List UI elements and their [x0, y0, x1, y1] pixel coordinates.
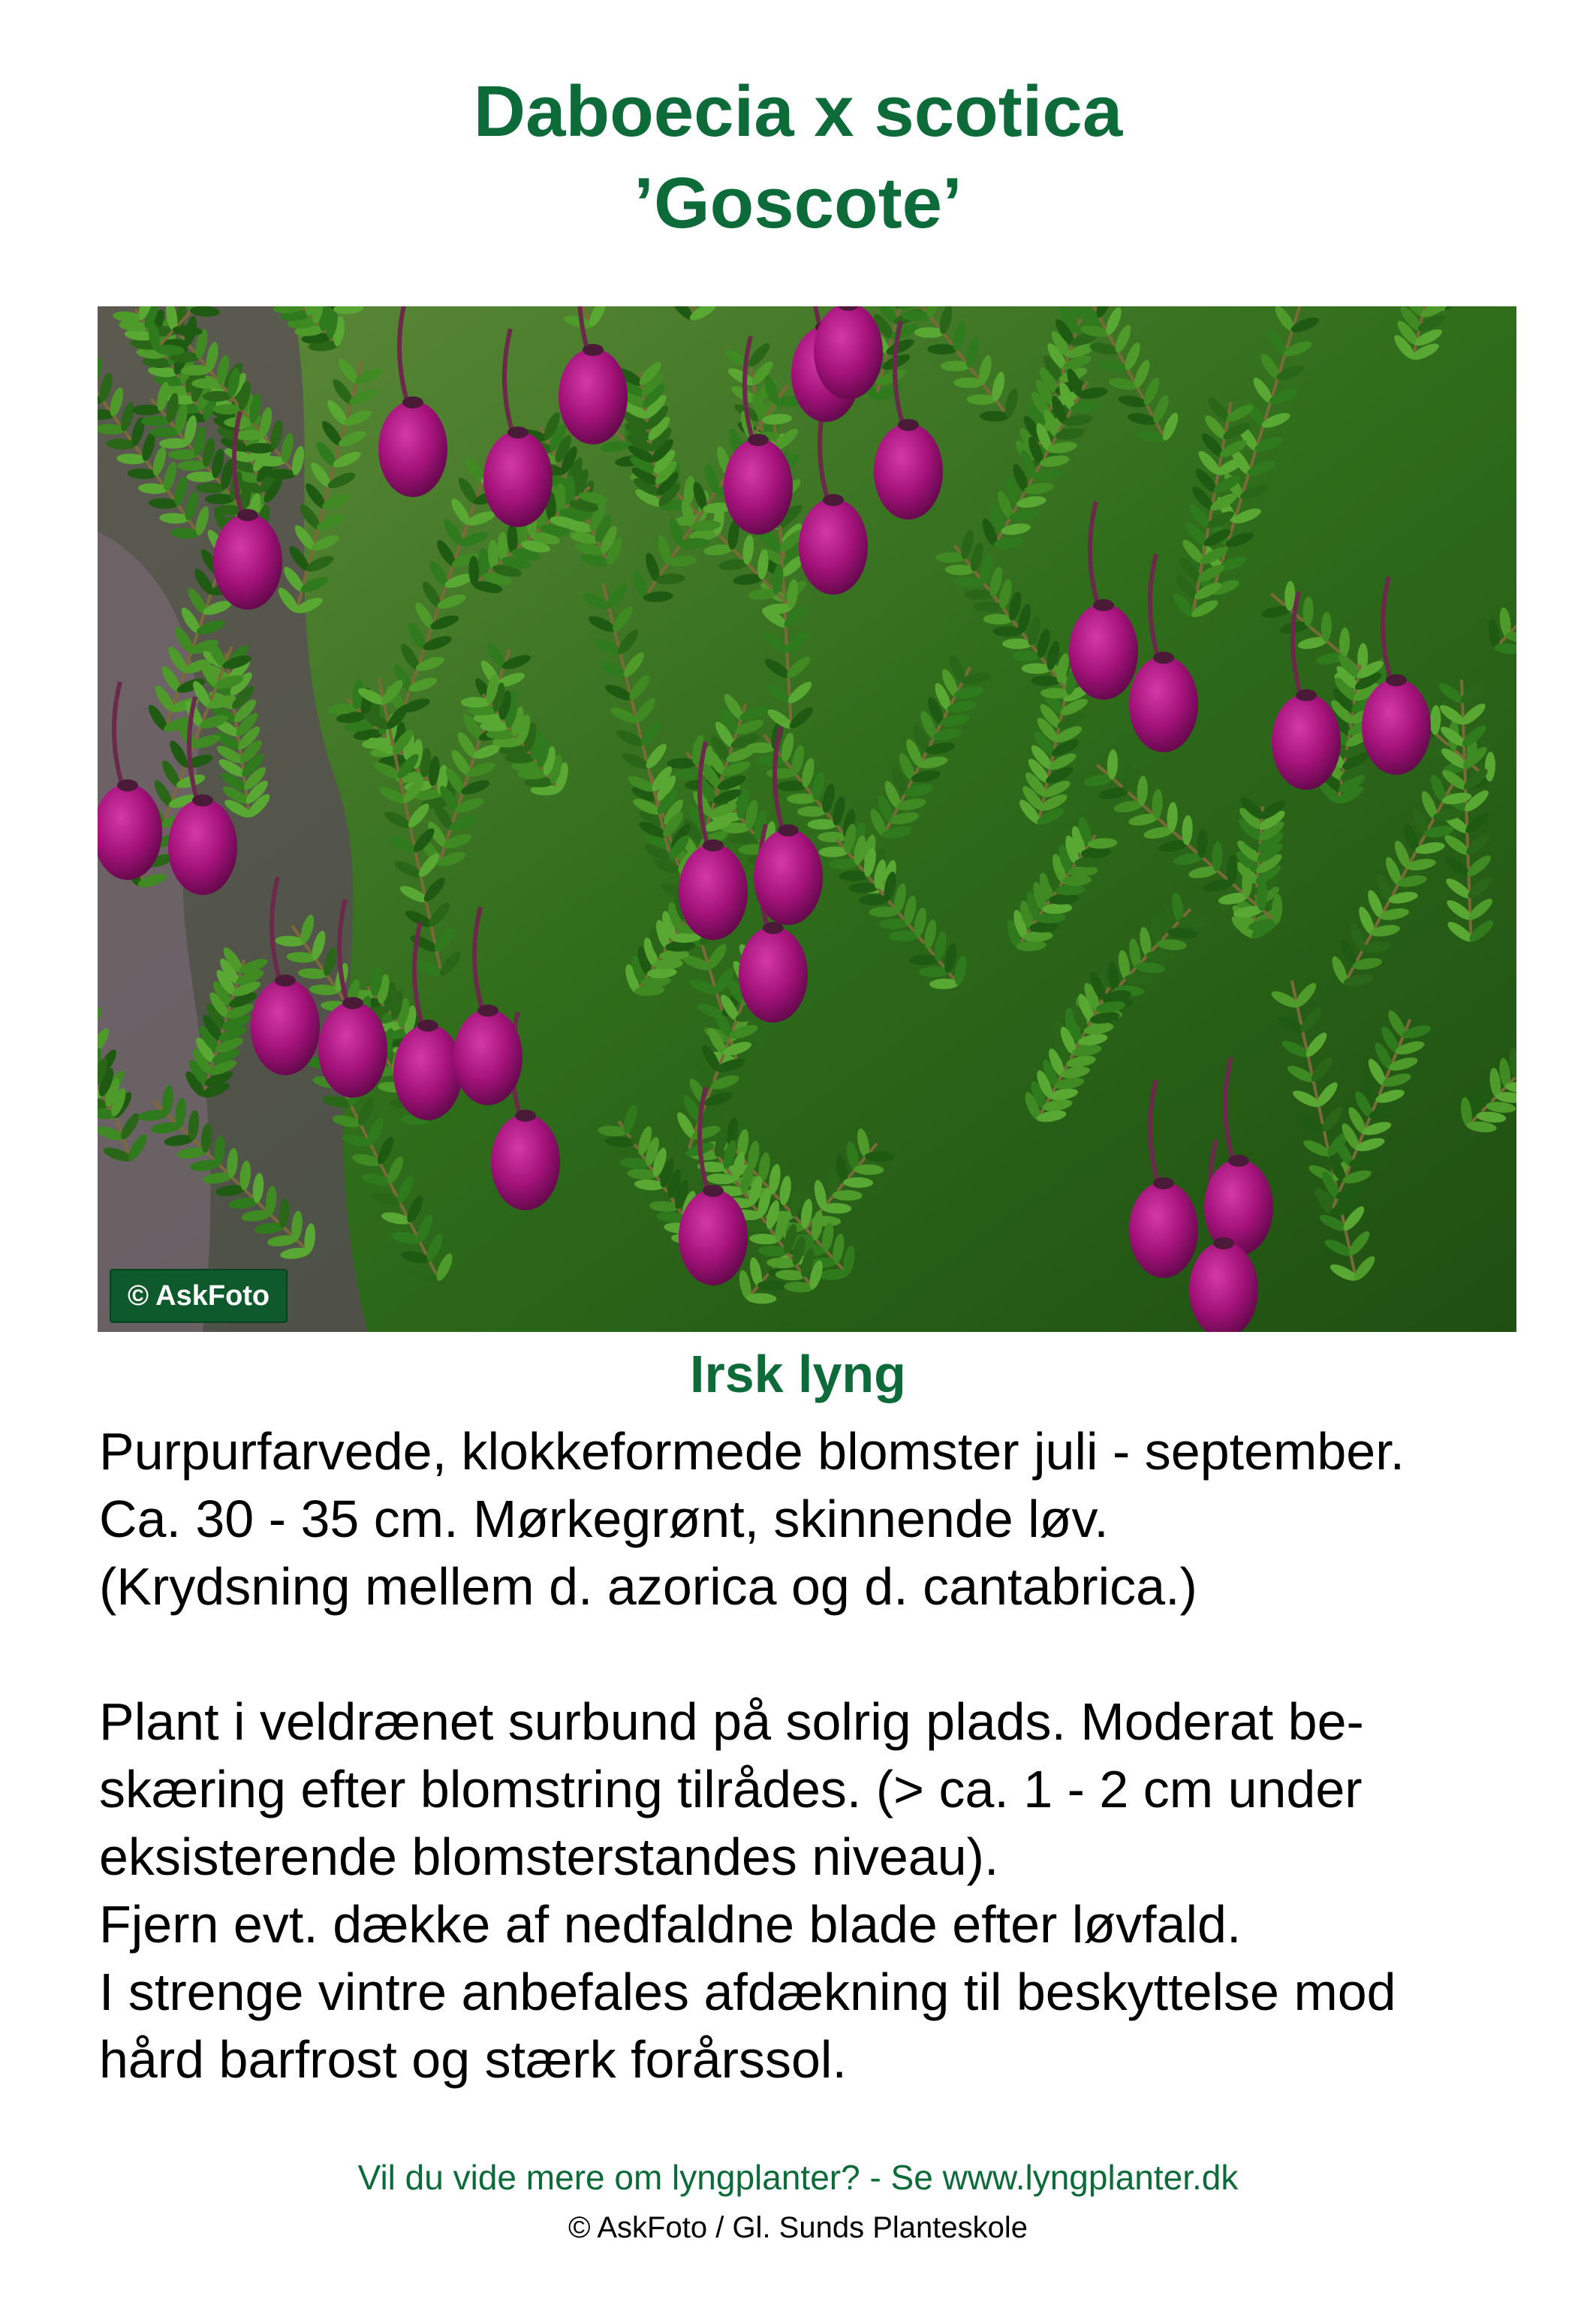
- paragraph-spacer: [99, 1620, 1525, 1688]
- flower-bell: [318, 1002, 387, 1098]
- care-line: Plant i veldrænet surbund på solrig plads. Moderat be-: [99, 1692, 1364, 1751]
- care-line: skæring efter blomstring tilrådes. (> ca. 1 - 2 cm under: [99, 1760, 1363, 1818]
- flower-bell: [1129, 656, 1198, 752]
- flower-bell: [1129, 1182, 1198, 1278]
- page-title: [0, 66, 1596, 249]
- title-line-cultivar: ’Goscote’: [634, 163, 962, 243]
- description-line: Ca. 30 - 35 cm. Mørkegrønt, skinnende løv.: [99, 1490, 1109, 1548]
- flower-bell: [393, 1024, 462, 1120]
- common-name: Irsk lyng: [690, 1345, 906, 1403]
- flower-bell: [168, 799, 237, 895]
- care-line: Fjern evt. dække af nedfaldne blade efter løvfald.: [99, 1895, 1242, 1954]
- flower-bell: [1069, 604, 1138, 700]
- plant-photo: [98, 306, 1516, 1332]
- flower-bell: [453, 1009, 522, 1105]
- care-line: hård barfrost og stærk forårssol.: [99, 2030, 847, 2089]
- flower-bell: [483, 431, 553, 527]
- care-line: eksisterende blomsterstandes niveau).: [99, 1827, 999, 1886]
- title-line-species: Daboecia x scotica: [473, 71, 1123, 152]
- footer-website-link[interactable]: Vil du vide mere om lyngplanter? - Se www.lyngplanter.dk: [357, 2158, 1239, 2197]
- flower-bell: [1362, 679, 1431, 775]
- flower-bell: [874, 423, 943, 520]
- flower-bell: [724, 438, 793, 535]
- description-block: [99, 1418, 1525, 2093]
- flower-bell: [739, 927, 808, 1023]
- photo-credit-badge: © AskFoto: [110, 1269, 288, 1323]
- flower-bell: [213, 514, 282, 610]
- flower-bell: [491, 1114, 560, 1210]
- flower-bell: [814, 306, 883, 399]
- flower-bell: [378, 401, 447, 497]
- flower-bell: [754, 829, 823, 925]
- flower-bell: [679, 1189, 748, 1285]
- description-line: Purpurfarvede, klokkeformede blomster juli - september.: [99, 1422, 1405, 1481]
- description-line: (Krydsning mellem d. azorica og d. cantabrica.): [99, 1557, 1197, 1616]
- flower-bell: [559, 348, 628, 444]
- footer-copyright: © AskFoto / Gl. Sunds Planteskole: [568, 2211, 1028, 2244]
- flower-bell: [1272, 694, 1341, 790]
- flower-bell: [799, 499, 868, 595]
- flower-bell: [251, 979, 320, 1075]
- plant-photo-illustration: [98, 306, 1516, 1332]
- flower-bell: [679, 844, 748, 940]
- care-line: I strenge vintre anbefales afdækning til beskyttelse mod: [99, 1963, 1396, 2021]
